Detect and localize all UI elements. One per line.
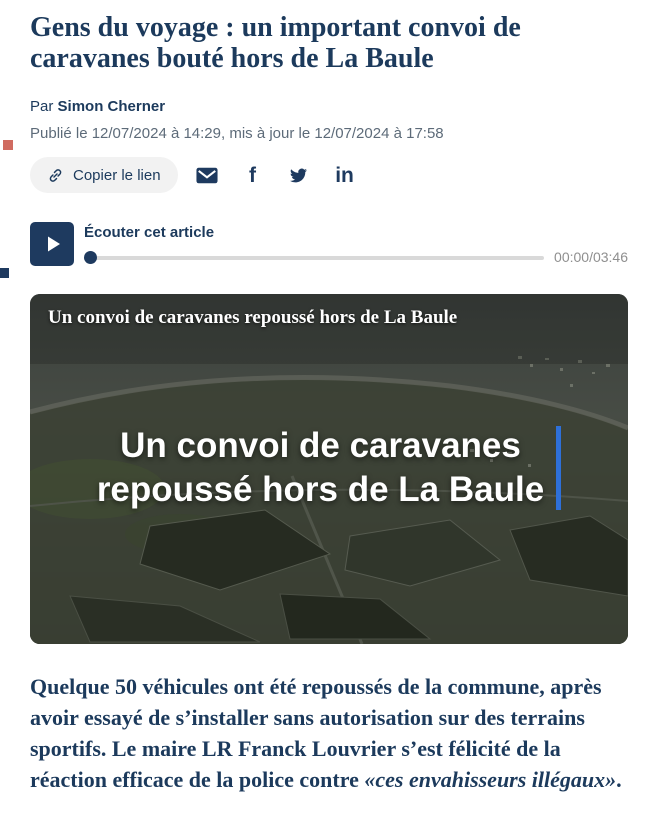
- publication-date: Publié le 12/07/2024 à 14:29, mis à jour le 12/07/2024 à 17:58: [30, 125, 444, 142]
- audio-player-body: [84, 222, 628, 266]
- audio-play-button[interactable]: [30, 222, 74, 266]
- video-main-caption-text: [97, 424, 544, 512]
- email-share-button[interactable]: [196, 164, 218, 186]
- video-player[interactable]: [30, 294, 628, 644]
- linkedin-icon: in: [335, 163, 354, 187]
- audio-time-display: 00:00/03:46: [554, 249, 628, 265]
- byline-prefix: Par: [30, 98, 58, 115]
- play-icon: [39, 231, 65, 257]
- author-name[interactable]: Simon Cherner: [57, 98, 166, 115]
- audio-player: [30, 222, 628, 266]
- lead-quote: «ces envahisseurs illégaux»: [364, 767, 617, 792]
- lead-suffix: .: [616, 767, 622, 792]
- caption-cursor-bar: [556, 426, 561, 510]
- video-caption-line-2: repoussé hors de La Baule: [96, 470, 545, 509]
- twitter-icon: [288, 167, 309, 184]
- audio-progress-row: [84, 249, 628, 265]
- facebook-share-button[interactable]: [242, 164, 264, 186]
- social-share-icons: [196, 164, 356, 186]
- listen-article-label[interactable]: Écouter cet article: [84, 224, 215, 241]
- video-caption-line-1: Un convoi de caravanes: [120, 426, 521, 465]
- facebook-icon: f: [249, 163, 257, 187]
- email-icon: [196, 167, 218, 184]
- share-toolbar: [30, 157, 628, 193]
- byline: [30, 98, 628, 115]
- audio-progress-track[interactable]: [89, 256, 544, 260]
- article-title: Gens du voyage : un important convoi de caravanes bouté hors de La Baule: [30, 12, 521, 74]
- copy-link-label: Copier le lien: [73, 166, 161, 184]
- lead-paragraph: [30, 671, 628, 795]
- video-title-caption: Un convoi de caravanes repoussé hors de La Baule: [48, 307, 458, 328]
- linkedin-share-button[interactable]: [334, 164, 356, 186]
- viewport-edge-artifact-red: [3, 140, 13, 150]
- copy-link-button[interactable]: [30, 157, 178, 193]
- video-main-caption: [30, 424, 628, 512]
- audio-progress-handle[interactable]: [84, 251, 97, 264]
- twitter-share-button[interactable]: [288, 164, 310, 186]
- lead-text: Quelque 50 véhicules ont été repoussés de la commune, après avoir essayé de s’installer sans autorisation sur des terrains sportifs. Le maire LR Franck Louvrier s’est félicité de la réaction efficace de la police contre: [30, 674, 602, 792]
- audio-progress-slider[interactable]: [84, 251, 544, 264]
- link-icon: [47, 167, 64, 184]
- viewport-edge-artifact-navy: [0, 268, 9, 278]
